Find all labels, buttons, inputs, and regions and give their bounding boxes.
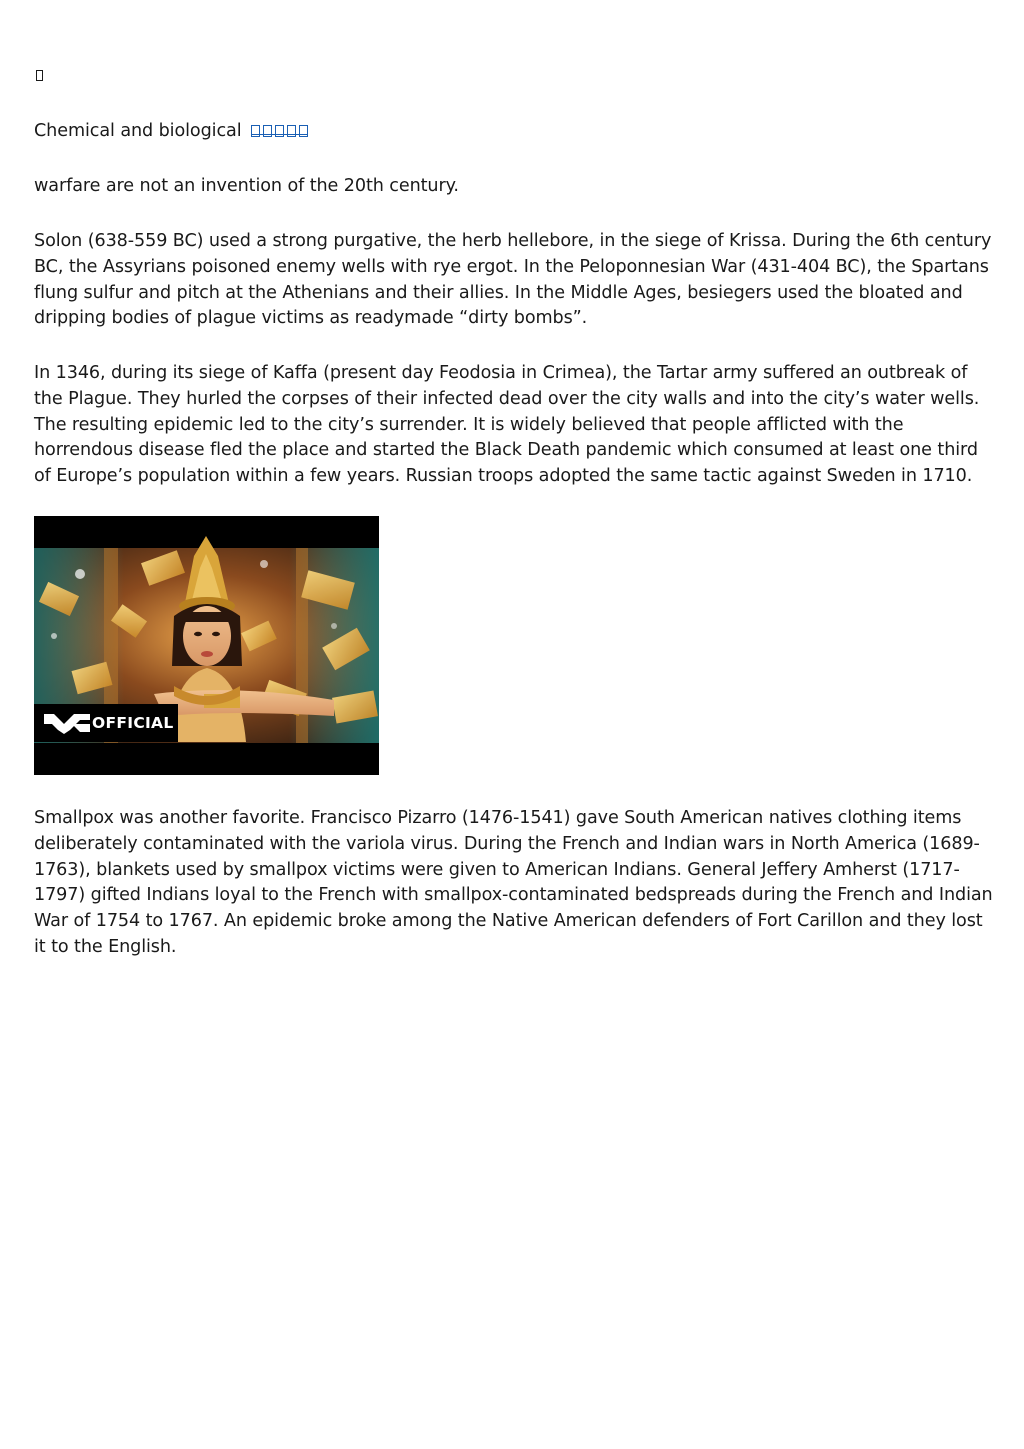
link-glyph-icon bbox=[287, 125, 296, 137]
official-label: OFFICIAL bbox=[92, 714, 174, 732]
link-glyph-icon bbox=[299, 125, 308, 137]
warfare-paragraph: warfare are not an invention of the 20th century. bbox=[34, 176, 459, 196]
solon-paragraph: Solon (638-559 BC) used a strong purgative, the herb hellebore, in the siege of Krissa. During the 6th century BC, the Assyrians poisoned enemy wells with rye ergot. In the Peloponnesian War (431-404 BC), the Spartans flung sulfur and pitch at the Athenians and their allies. In the Middle Ages, besiegers used the bloated and dripping bodies of plague victims as readymade “dirty bombs”. bbox=[34, 231, 992, 329]
kaffa-paragraph: In 1346, during its siege of Kaffa (present day Feodosia in Crimea), the Tartar army suffered an outbreak of the Plague. They hurled the corpses of their infected dead over the city walls and into the city’s water wells. The resulting epidemic led to the city’s surrender. It is widely believed that people afflicted with the horrendous disease fled the place and started the Black Death pandemic which consumed at least one third of Europe’s population within a few years. Russian troops adopted the same tactic against Sweden in 1710. bbox=[34, 363, 980, 487]
smallpox-paragraph: Smallpox was another favorite. Francisco Pizarro (1476-1541) gave South American natives clothing items deliberately contaminated with the variola virus. During the French and Indian wars in North America (1689-1763), blankets used by smallpox victims were given to American Indians. General Jeffery Amherst (1717-1797) gifted Indians loyal to the French with smallpox-contaminated bedspreads during the French and Indian War of 1754 to 1767. An epidemic broke among the Native American defenders of Fort Carillon and they lost it to the English. bbox=[34, 808, 993, 957]
intro-text: Chemical and biological bbox=[34, 121, 247, 141]
link-glyph-icon bbox=[263, 125, 272, 137]
intro-paragraph bbox=[34, 119, 994, 145]
yg-logo-icon bbox=[44, 712, 90, 734]
link-glyph-icon bbox=[275, 125, 284, 137]
official-badge bbox=[34, 704, 178, 742]
video-thumbnail[interactable] bbox=[34, 516, 379, 775]
link-glyph-icon bbox=[251, 125, 260, 137]
missing-glyph-icon bbox=[36, 70, 43, 81]
intro-link[interactable] bbox=[251, 119, 308, 135]
